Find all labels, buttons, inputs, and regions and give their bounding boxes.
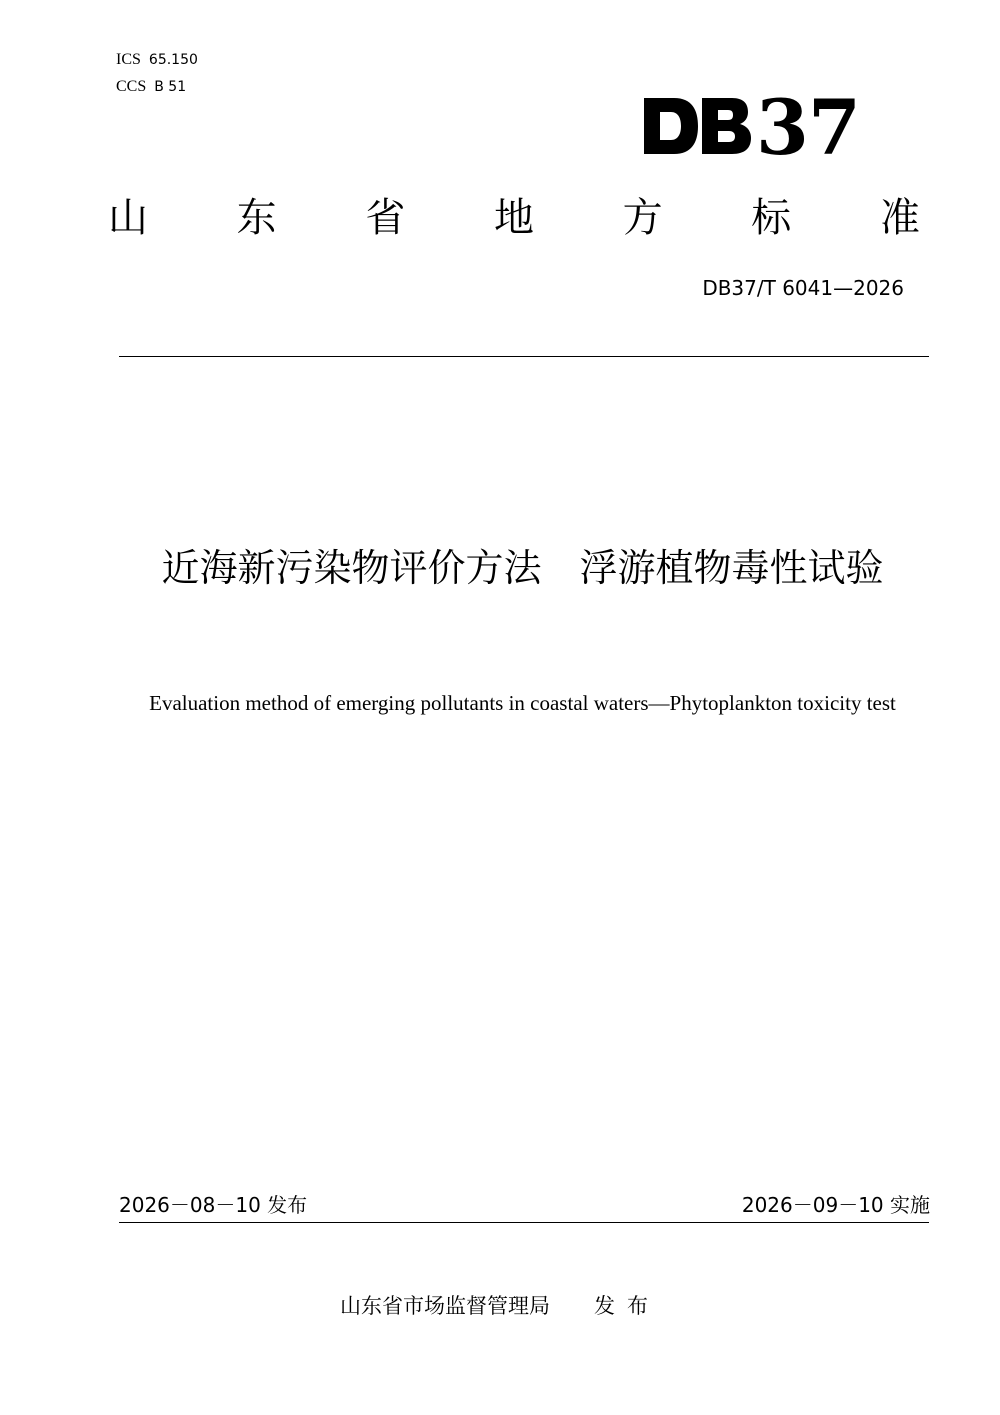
- db37-logo: [640, 84, 870, 168]
- implement-date: 2026－09－10 实施: [741, 1193, 930, 1217]
- standard-type-char: 地: [493, 195, 534, 241]
- publish-date: 2026－08－10 发布: [119, 1193, 308, 1217]
- standard-type-char: 山: [108, 195, 148, 241]
- bottom-divider: [119, 1222, 929, 1223]
- ics-value: 65.150: [148, 52, 198, 68]
- svg-text:7: 7: [808, 84, 861, 168]
- title-chinese: 近海新污染物评价方法 浮游植物毒性试验: [161, 546, 884, 590]
- issuer-name: 山东省市场监督管理局: [340, 1294, 550, 1318]
- standard-type-char: 东: [236, 195, 277, 241]
- issuer: [0, 1290, 1000, 1322]
- title-english: Evaluation method of emerging pollutants in coastal waters—Phytoplankton toxicity test: [149, 691, 896, 715]
- ccs-value: B 51: [154, 79, 187, 95]
- standard-type-char: 准: [879, 195, 920, 241]
- ics-label: ICS: [116, 51, 141, 68]
- ccs-code: [116, 76, 186, 97]
- standard-type-char: 省: [365, 195, 406, 241]
- standard-type-char: 方: [622, 195, 663, 241]
- top-divider: [119, 356, 929, 357]
- ccs-label: CCS: [116, 78, 147, 95]
- ics-code: [116, 49, 198, 70]
- issuer-action: 发布: [594, 1294, 660, 1318]
- svg-text:3: 3: [756, 84, 809, 168]
- standard-type-char: 标: [751, 195, 792, 241]
- standard-type: [108, 190, 920, 246]
- standard-number: DB37/T 6041—2026: [702, 276, 904, 300]
